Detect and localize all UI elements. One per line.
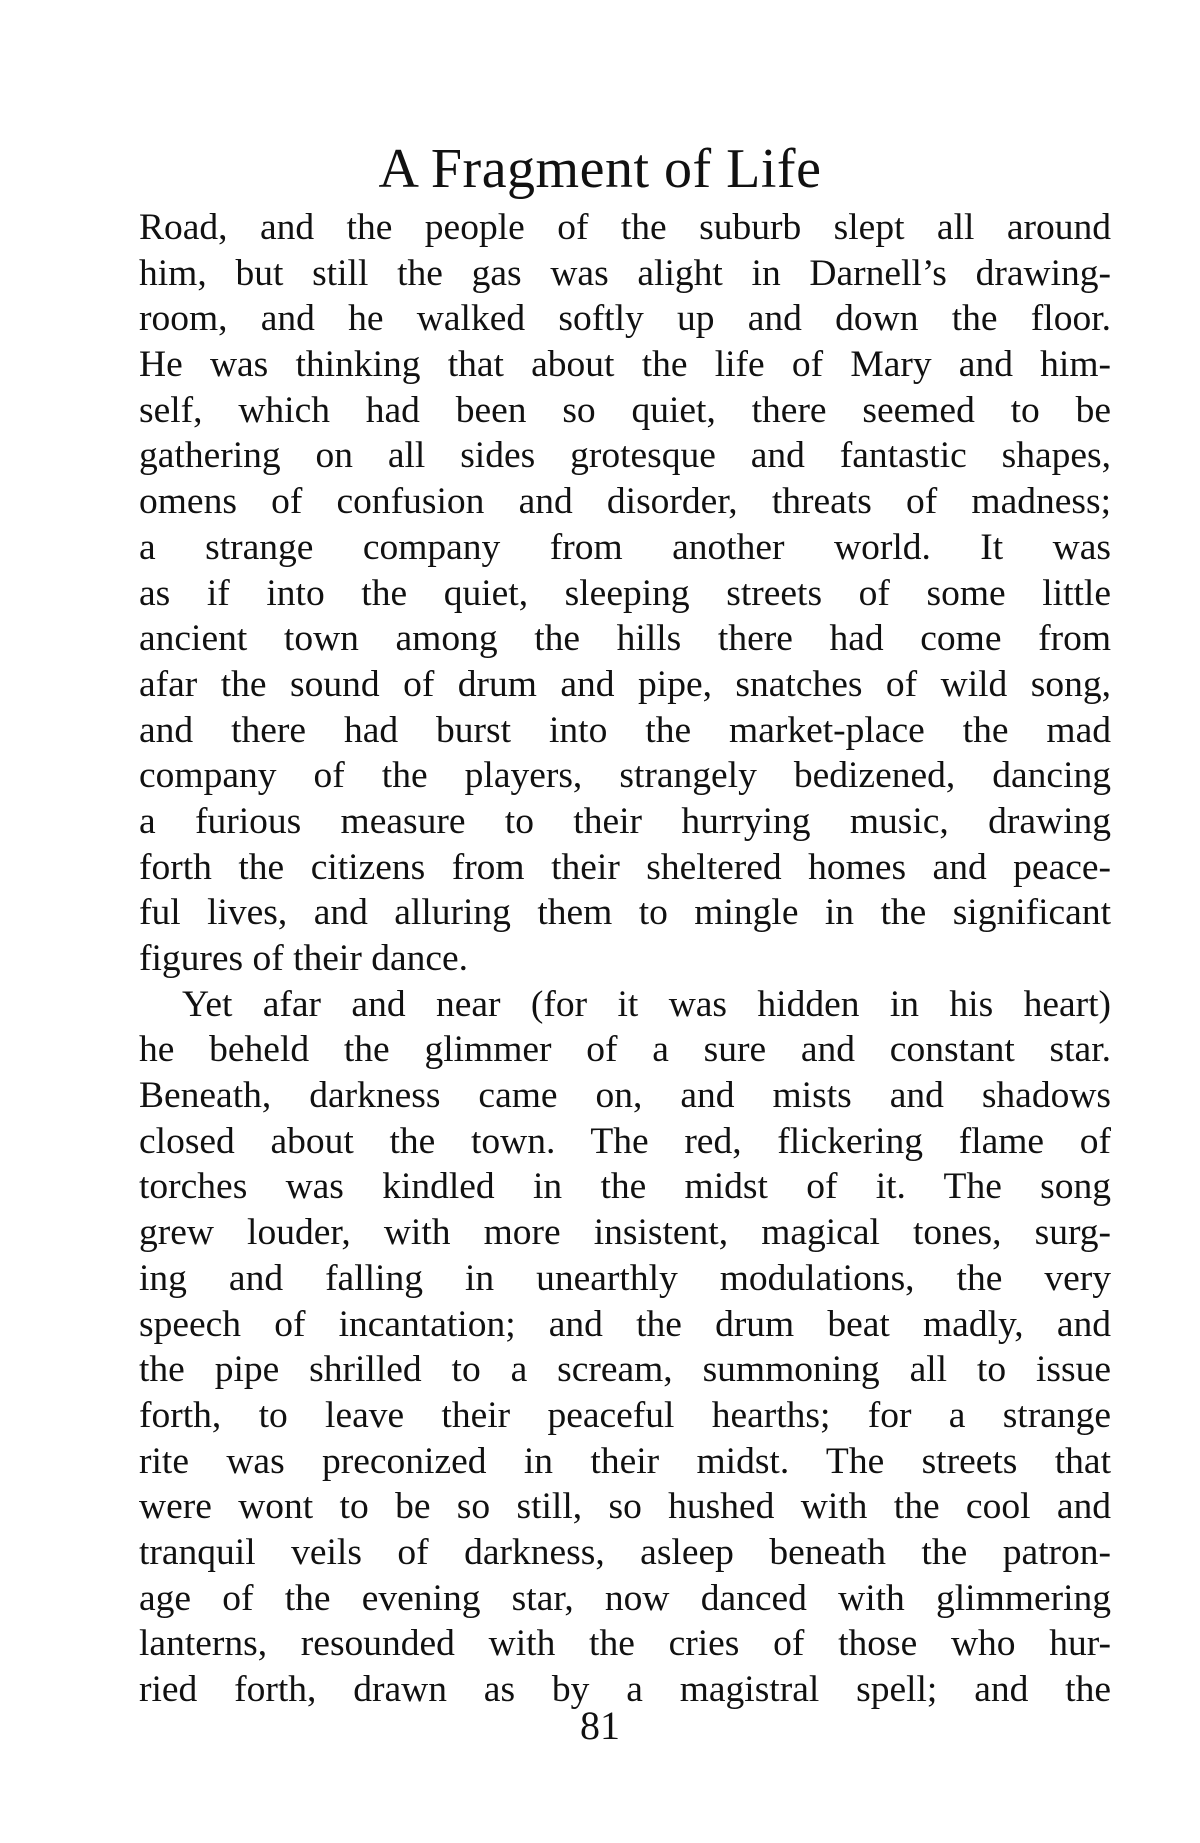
text-line: room, and he walked softly up and down the floor. [139, 298, 1111, 340]
text-line: ful lives, and alluring them to mingle in the significant [139, 892, 1111, 934]
text-line: forth the citizens from their sheltered homes and peace- [139, 846, 1111, 888]
text-line: rite was preconized in their midst. The streets that [139, 1440, 1111, 1482]
text-line: speech of incantation; and the drum beat madly, and [139, 1303, 1111, 1345]
text-line: torches was kindled in the midst of it. The song [139, 1166, 1111, 1208]
text-line: forth, to leave their peaceful hearths; for a strange [139, 1394, 1111, 1436]
text-line: omens of confusion and disorder, threats of madness; [139, 481, 1111, 523]
text-line: Road, and the people of the suburb slept all around [139, 207, 1111, 248]
text-line: age of the evening star, now danced with glimmering [139, 1577, 1111, 1619]
text-line: a furious measure to their hurrying music, drawing [139, 800, 1111, 842]
text-line: Beneath, darkness came on, and mists and shadows [139, 1075, 1111, 1117]
text-line: company of the players, strangely bedizened, dancing [139, 755, 1111, 797]
text-line: he beheld the glimmer of a sure and constant star. [139, 1029, 1111, 1071]
text-line: grew louder, with more insistent, magical tones, surg- [139, 1212, 1111, 1254]
text-line: lanterns, resounded with the cries of those who hur- [139, 1623, 1111, 1665]
text-line: Yet afar and near (for it was hidden in his heart) [182, 983, 1111, 1025]
text-line: ing and falling in unearthly modulations, the very [139, 1257, 1111, 1299]
text-line: ried forth, drawn as by a magistral spell; and the [139, 1669, 1111, 1710]
text-line: tranquil veils of darkness, asleep beneath the patron- [139, 1531, 1111, 1573]
text-line: were wont to be so still, so hushed with the cool and [139, 1486, 1111, 1528]
text-line: He was thinking that about the life of Mary and him- [139, 344, 1111, 386]
text-line: closed about the town. The red, flickering flame of [139, 1120, 1111, 1162]
text-line: ancient town among the hills there had come from [139, 618, 1111, 660]
text-line: him, but still the gas was alight in Darnell’s drawing- [139, 252, 1111, 294]
text-line: gathering on all sides grotesque and fantastic shapes, [139, 435, 1111, 477]
text-line: afar the sound of drum and pipe, snatches of wild song, [139, 663, 1111, 705]
text-line: a strange company from another world. It was [139, 526, 1111, 568]
text-line: and there had burst into the market-place the mad [139, 709, 1111, 751]
body-text [139, 205, 1111, 1713]
text-line: as if into the quiet, sleeping streets of some little [139, 572, 1111, 614]
page-number: 81 [580, 1703, 620, 1748]
running-head: A Fragment of Life [378, 138, 822, 200]
text-line: figures of their dance. [139, 938, 469, 979]
text-line: the pipe shrilled to a scream, summoning all to issue [139, 1349, 1111, 1391]
text-line: self, which had been so quiet, there seemed to be [139, 389, 1111, 431]
